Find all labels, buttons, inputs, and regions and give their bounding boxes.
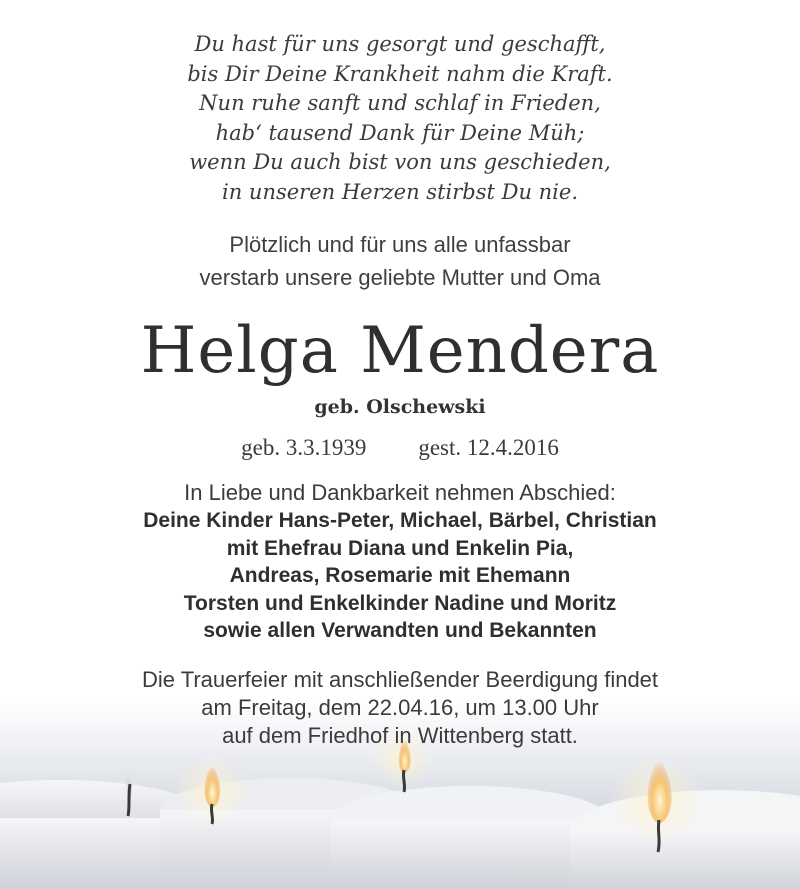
poem-line: in unseren Herzen stirbst Du nie. bbox=[222, 179, 578, 204]
mourners-list bbox=[0, 507, 800, 645]
mourners-line: mit Ehefrau Diana und Enkelin Pia, bbox=[226, 536, 574, 560]
poem bbox=[0, 30, 800, 207]
service-line: am Freitag, dem 22.04.16, um 13.00 Uhr bbox=[201, 695, 599, 720]
service-line: Die Trauerfeier mit anschließender Beerdigung findet bbox=[141, 667, 659, 692]
intro-line: verstarb unsere geliebte Mutter und Oma bbox=[199, 265, 601, 290]
poem-line: Du hast für uns gesorgt und geschafft, bbox=[194, 32, 606, 56]
mourners-line: Torsten und Enkelkinder Nadine und Moritz bbox=[183, 591, 617, 615]
service-line: auf dem Friedhof in Wittenberg statt. bbox=[222, 723, 578, 748]
mourners-line: Deine Kinder Hans-Peter, Michael, Bärbel, Christian bbox=[143, 509, 657, 532]
maiden-name: geb. Olschewski bbox=[314, 396, 486, 418]
poem-line: Nun ruhe sanft und schlaf in Frieden, bbox=[199, 91, 601, 115]
mourners-heading: In Liebe und Dankbarkeit nehmen Abschied: bbox=[184, 480, 616, 505]
mourners-line: sowie allen Verwandten und Bekannten bbox=[203, 619, 597, 642]
poem-line: bis Dir Deine Krankheit nahm die Kraft. bbox=[187, 61, 613, 86]
poem-line: hab‘ tausend Dank für Deine Müh; bbox=[215, 120, 585, 145]
mourners-line: Andreas, Rosemarie mit Ehemann bbox=[229, 564, 571, 587]
poem-line: wenn Du auch bist von uns geschieden, bbox=[189, 150, 611, 174]
life-dates bbox=[0, 433, 800, 463]
birth-date: geb. 3.3.1939 bbox=[241, 435, 367, 460]
intro-line: Plötzlich und für uns alle unfassbar bbox=[229, 232, 571, 257]
intro-text bbox=[0, 228, 800, 294]
deceased-name: Helga Mendera bbox=[140, 314, 660, 388]
death-date: gest. 12.4.2016 bbox=[418, 435, 559, 460]
funeral-service-info bbox=[0, 666, 800, 750]
